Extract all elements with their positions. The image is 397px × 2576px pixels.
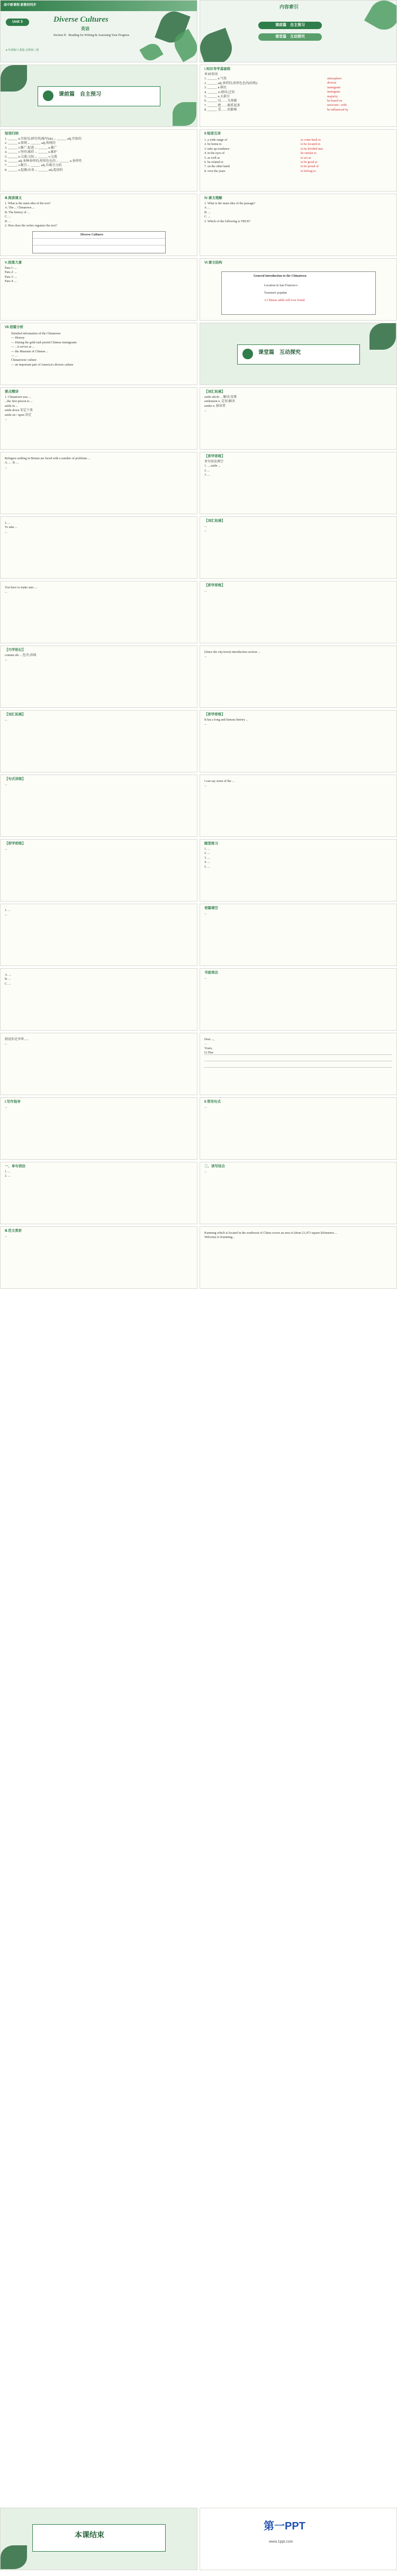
vocab-expand-text: settle sth/sb ... 解决;安排 settlement n. 定居;解决 settler n. 移居者 ...	[204, 396, 237, 413]
slide-reading	[0, 194, 197, 256]
leaf-decoration	[369, 323, 396, 350]
model-text: ...	[5, 1235, 7, 1238]
slide-phrases	[200, 129, 397, 192]
structure-diagram	[221, 271, 376, 315]
read-write-heading: 二、读写结合	[204, 1164, 225, 1168]
brand-url: www.1ppt.com	[269, 2540, 293, 2544]
banner-title: 课前篇 自主预习	[59, 92, 101, 97]
practice-text: 单句语法填空 1. ... settle ... 2. ... 3. ...	[204, 460, 224, 477]
slide-writing-guide	[0, 1097, 197, 1160]
slide-section-banner-2	[200, 323, 397, 385]
vocab-heading: Ⅰ.知识导学基础练	[204, 67, 231, 71]
points-text: (Since the city/town) introduction section ... ...	[204, 651, 260, 659]
paragraphs-text: Para 1: ... Para 2: ... Para 3: ... Para 4: ...	[5, 267, 17, 284]
vocab-expand-heading: 【词汇拓展】	[204, 390, 225, 394]
analysis-lines: Detailed information of the Chinatown — History — During the gold rush period Chinese immigrants — ...it serves as ... — the Museum of Chinese ... — ... Chinatowns' culture — an important part of America's diverse culture	[11, 332, 77, 367]
vocab-expand-text: ...	[5, 718, 7, 722]
contents-header: 内容索引	[279, 4, 299, 10]
reading-table	[32, 231, 166, 253]
slide-vocab	[200, 65, 397, 127]
points-text: 1. Chinatown was ... ...the first person to ... settle in ... settle down 安定下来 settle on / upon 决定 ...	[5, 396, 33, 422]
slide-comprehension	[200, 194, 397, 256]
example-text: Refugees settling in Britain are faced with a number of problems ... A. ... B. ... ...	[5, 457, 91, 469]
contents-item-1-label: 课前篇 自主预习	[275, 23, 305, 27]
end-title: 本课结束	[75, 2531, 104, 2539]
slide-practice-3	[200, 710, 397, 772]
slide-section-banner	[0, 65, 197, 127]
table-divider	[33, 238, 165, 239]
leaf-decoration	[139, 41, 163, 62]
slide-example-3	[200, 775, 397, 837]
practice-text: ...	[204, 589, 207, 593]
vocab-lines: 单词/短语 1. ______ n.气氛 2. ______ adj.多样的;形形色色的(结构) 3. ______ n.移民 4. ______ vi.移居;迁居 5. ______ n.大部分 6. ______ 以……为基础 7. ______ 把……联系起来 8. ______ 受……的影响	[204, 73, 257, 112]
logo-caption: ● 外研版/人教版 必修第三册	[6, 49, 39, 52]
vocab-expand-heading: 【词汇拓展】	[204, 519, 225, 523]
slide-analysis	[0, 323, 197, 385]
slide-class-exercise	[200, 839, 397, 902]
slide-paragraphs	[0, 258, 197, 321]
cloze-heading: 语篇填空	[204, 906, 218, 910]
slide-read-write	[200, 1162, 397, 1224]
slide-options	[0, 968, 197, 1031]
structure-heading: Ⅵ.课文结构	[204, 261, 222, 265]
slide-points-1	[0, 387, 197, 450]
read-write-text: ...	[204, 1170, 207, 1173]
leaf-decoration	[1, 2545, 27, 2569]
grammar-heading: 一、单句语法	[5, 1164, 25, 1168]
practice-text: ...	[5, 848, 7, 851]
model-heading: Ⅲ.范文赏析	[5, 1229, 22, 1233]
sentences-heading: Ⅱ.常用句式	[204, 1100, 221, 1104]
paragraphs-heading: Ⅴ.段落大意	[5, 261, 22, 265]
slide-points-2	[0, 516, 197, 579]
slide-cloze	[200, 904, 397, 966]
phrases-heading: Ⅱ.短语互译	[204, 132, 221, 135]
phrases-right: to come back to to be located in to be divided into be similar to to act as to be good at to be proud of to belong to	[301, 139, 323, 173]
slide-vocab-expand-3	[0, 710, 197, 772]
leaf-decoration	[200, 28, 236, 62]
slide-grammar	[0, 1162, 197, 1224]
slide-model-essay	[0, 1226, 197, 1289]
slide-sentence	[0, 775, 197, 837]
slide-points-3	[200, 645, 397, 708]
word-forms-text: 1. ______ n.实验室;研究所(缩写lab)→ ______ adj.实验的 2. ______ n.传统→ ______ adj.传统的 3. ______ v.推广;促进→ ______ n.推广 4. ______ v.坚持;维持→ ______ n.维护 5. ______ n.交流;交际→ ______ v.交流 6. ______ adj.多种多样的;形形色色的→ ______ n.多样性 7. ______ v.吸引→ ______ adj.有吸引力的 8. ______ n.起源;出身→ ______ adj.起初的	[5, 138, 82, 172]
diagram-node-2: Tourism's popular	[264, 292, 287, 295]
comprehension-heading: Ⅳ.课文理解	[204, 196, 222, 200]
writing-task-text: 假设你是李华...... ...	[5, 1038, 29, 1046]
sentence-text: ...	[5, 783, 7, 786]
analysis-heading: Ⅶ.语篇分析	[5, 325, 24, 329]
publisher: 高中新课程 新教材同步	[4, 4, 37, 7]
contents-item-1[interactable]	[258, 22, 322, 29]
diagram-node-1: Location in San Francisco	[264, 284, 297, 287]
answer-line	[204, 1067, 392, 1068]
brand-logo: 第一PPT	[264, 2520, 305, 2532]
leaf-decoration	[364, 0, 397, 35]
banner-icon	[43, 90, 53, 101]
reading-table-title: Diverse Cultures	[80, 233, 104, 236]
slide-practice-4	[0, 839, 197, 902]
grammar-text: 1. ... 2. ...	[5, 1170, 11, 1178]
leaf-decoration	[1, 65, 27, 92]
exercise-heading: 随堂练习	[204, 842, 218, 845]
word-forms-heading: 短语归纳	[5, 132, 19, 135]
slide-practice-1	[200, 452, 397, 514]
exercise-text: 1. ... 2. ... 3. ... 4. ... 5. ...	[204, 848, 210, 869]
slide-vocab-expand-2	[200, 516, 397, 579]
contents-item-2-label: 课堂篇 互动探究	[275, 35, 305, 39]
slide-memo	[0, 645, 197, 708]
answer-line	[204, 1054, 392, 1055]
exercise-text: 1. ... ...	[5, 909, 11, 917]
slide-kunming	[200, 1226, 397, 1289]
practice-heading: 【即学即练】	[204, 584, 225, 587]
slide-exercise-2	[0, 904, 197, 966]
unit-pill: Unit 3	[6, 19, 29, 26]
practice-heading: 【即学即练】	[204, 713, 225, 716]
banner-title: 课堂篇 互动探究	[258, 350, 301, 356]
example-text: I can say some of the ... ...	[204, 780, 234, 788]
memo-heading: 【巧学助记】	[5, 648, 25, 652]
example-text: You have to make sure ... ...	[5, 586, 37, 594]
memo-text: contain sth ... 包含;容纳 ...	[5, 654, 37, 662]
vocab-expand-heading: 【词汇拓展】	[5, 713, 25, 716]
writing-heading: 书面表达	[204, 971, 218, 975]
phrases-left: 1. a wide range of 2. be home to 3. take up residence 4. in the eyes of 5. as well as 6. be related to 7. on the other hand 8. over the years	[204, 139, 230, 173]
options-text: A. ... B. ... C. ...	[5, 973, 11, 986]
sentence-heading: 【句式讲练】	[5, 777, 25, 781]
points-heading: 要点精讲	[5, 390, 19, 394]
slide-sentences	[200, 1097, 397, 1160]
comprehension-text: 1. What is the main idea of the passage? A. ... B. ... C. ... 2. Which of the following is TRUE?	[204, 202, 256, 223]
diagram-title: General introduction to the Chinatown	[254, 275, 306, 278]
banner-icon	[242, 349, 253, 359]
subject-cn: 英语	[81, 26, 89, 31]
writing-text: ...	[204, 977, 207, 980]
slide-writing	[200, 968, 397, 1031]
slide-word-forms	[0, 129, 197, 192]
guide-text: ...	[5, 1106, 7, 1109]
sentences-text: ...	[204, 1106, 207, 1109]
vocab-expand-text: ... ...	[204, 525, 207, 533]
slide-end	[0, 2508, 197, 2570]
cloze-text: ...	[204, 912, 207, 915]
practice-text: It has a long and famous history ... ...	[204, 718, 248, 726]
cover-title: Diverse Cultures	[53, 15, 109, 24]
section-title: Section D Reading for Writing & Assessing Your Progress	[53, 34, 130, 37]
letter-text: Dear ..., ... Yours, Li Hua	[204, 1038, 215, 1055]
slide-cover	[0, 0, 197, 62]
diagram-node-3: A Chinese adult will ever found	[264, 299, 305, 302]
slide-letter	[200, 1033, 397, 1095]
slide-example-1	[0, 452, 197, 514]
practice-heading: 【即学即练】	[204, 454, 225, 458]
kunming-text: Kunming which is located in the southwest of China covers an area of about 21,473 square kilometres ... Welcome to Kunming...	[204, 1232, 338, 1240]
slide-brand	[200, 2508, 397, 2570]
slide-example-2	[0, 581, 197, 643]
contents-item-2[interactable]	[258, 33, 322, 41]
slide-structure	[200, 258, 397, 321]
reading-text: 1. What is the main idea of the text? A. The ... Chinatown ... B. The history of ... C. ... D. ... 2. How does the writer organize the text?	[5, 202, 57, 228]
slide-writing-task	[0, 1033, 197, 1095]
slide-practice-2	[200, 581, 397, 643]
vocab-answers: atmosphere diverse immigrant immigrate majority be based on associate...with be influenced by	[327, 77, 348, 112]
practice-heading: 【即学即练】	[5, 842, 25, 845]
leaf-decoration	[173, 102, 196, 126]
slide-contents	[200, 0, 397, 62]
points-text: 2. ... To take ... ...	[5, 522, 17, 534]
slide-vocab-expand-1	[200, 387, 397, 450]
guide-heading: Ⅰ.写作指导	[5, 1100, 21, 1104]
reading-heading: Ⅲ.阅读课文	[5, 196, 22, 200]
